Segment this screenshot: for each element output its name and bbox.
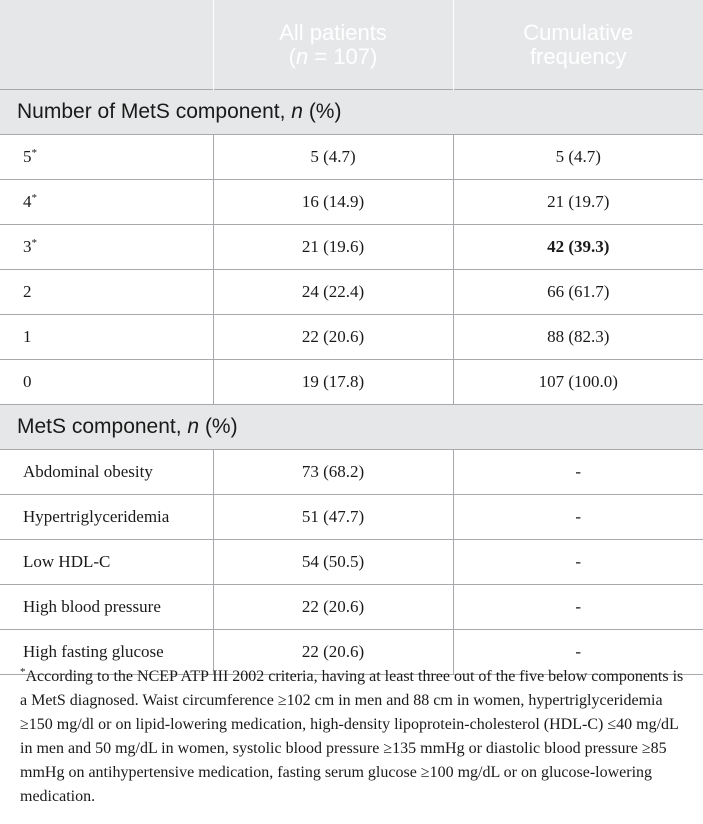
row-label: Low HDL-C xyxy=(0,540,213,585)
row-cumulative: - xyxy=(453,450,703,495)
footnote-text: According to the NCEP ATP III 2002 criteria, having at least three out of the five below components is a MetS diagnosed. Waist circumference ≥102 cm in men and 88 cm in women, hypertriglyceridemia ≥150 mg/dl or on lipid-lowering medication, high-density lipoprotein-cholesterol (HDL-C) ≤40 mg/dL in men and 50 mg/dL in women, systolic blood pressure ≥135 mmHg or diastolic blood pressure ≥85 mmHg on antihypertensive medication, fasting serum glucose ≥100 mg/dL or on glucose-lowering medication. xyxy=(20,668,684,805)
row-value: 5 (4.7) xyxy=(213,135,453,180)
row-label: High fasting glucose xyxy=(0,630,213,675)
header-all-patients: All patients (n = 107) xyxy=(213,0,453,90)
row-cumulative: 107 (100.0) xyxy=(453,360,703,405)
table-row xyxy=(0,360,703,405)
row-value: 21 (19.6) xyxy=(213,225,453,270)
row-label: 5* xyxy=(0,135,213,180)
row-value: 22 (20.6) xyxy=(213,315,453,360)
table-footnote xyxy=(20,665,692,809)
header-cumulative: Cumulative frequency xyxy=(453,0,703,90)
section-title: Number of MetS component, n (%) xyxy=(0,90,703,135)
table-row xyxy=(0,585,703,630)
table-row xyxy=(0,225,703,270)
section-number-of-components xyxy=(0,90,703,135)
row-cumulative: - xyxy=(453,540,703,585)
table-row xyxy=(0,540,703,585)
row-label: 4* xyxy=(0,180,213,225)
row-label: 3* xyxy=(0,225,213,270)
row-value: 19 (17.8) xyxy=(213,360,453,405)
section-mets-component xyxy=(0,405,703,450)
row-cumulative-highlight: 42 (39.3) xyxy=(453,225,703,270)
row-label: 2 xyxy=(0,270,213,315)
row-label: 0 xyxy=(0,360,213,405)
row-value: 73 (68.2) xyxy=(213,450,453,495)
row-cumulative: 21 (19.7) xyxy=(453,180,703,225)
row-cumulative: 5 (4.7) xyxy=(453,135,703,180)
row-cumulative: - xyxy=(453,495,703,540)
row-label: Hypertriglyceridemia xyxy=(0,495,213,540)
row-label: 1 xyxy=(0,315,213,360)
header-empty xyxy=(0,0,213,90)
table-row xyxy=(0,495,703,540)
row-value: 22 (20.6) xyxy=(213,630,453,675)
row-value: 24 (22.4) xyxy=(213,270,453,315)
row-label: Abdominal obesity xyxy=(0,450,213,495)
header-row xyxy=(0,0,703,90)
row-value: 51 (47.7) xyxy=(213,495,453,540)
table-row xyxy=(0,135,703,180)
row-cumulative: - xyxy=(453,585,703,630)
table-row xyxy=(0,180,703,225)
footnote-marker: * xyxy=(20,666,26,678)
row-value: 16 (14.9) xyxy=(213,180,453,225)
row-cumulative: 88 (82.3) xyxy=(453,315,703,360)
table-row xyxy=(0,315,703,360)
row-label: High blood pressure xyxy=(0,585,213,630)
row-value: 22 (20.6) xyxy=(213,585,453,630)
table-row xyxy=(0,270,703,315)
row-cumulative: - xyxy=(453,630,703,675)
row-cumulative: 66 (61.7) xyxy=(453,270,703,315)
table-row xyxy=(0,450,703,495)
section-title: MetS component, n (%) xyxy=(0,405,703,450)
row-value: 54 (50.5) xyxy=(213,540,453,585)
